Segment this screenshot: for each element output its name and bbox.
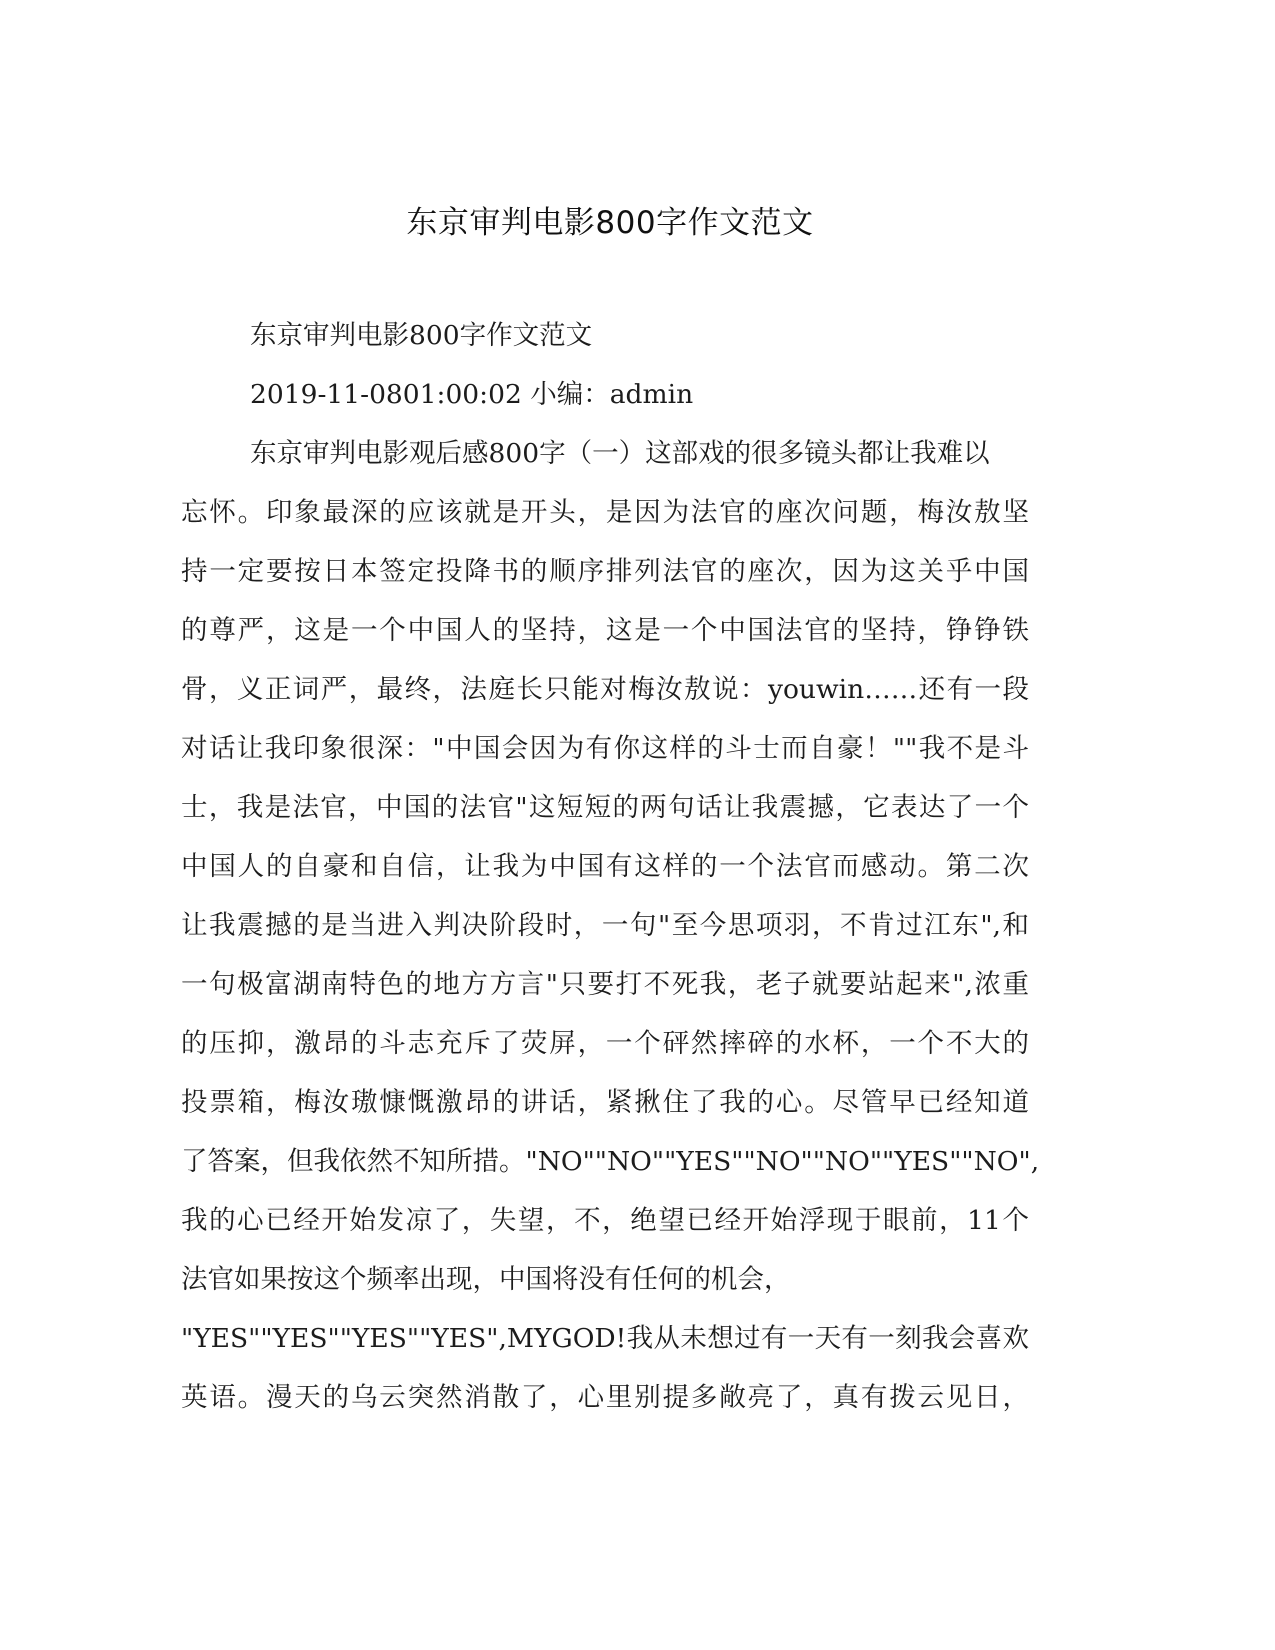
meta-line: 2019-11-0801:00:02 小编：admin [250,379,694,410]
body-line-5: 骨，义正词严，最终，法庭长只能对梅汝敖说：youwin……还有一段 [181,674,1029,705]
body-line-4: 的尊严，这是一个中国人的坚持，这是一个中国法官的坚持，铮铮铁 [181,615,1029,646]
body-line-12: 投票箱，梅汝璈慷慨激昂的讲话，紧揪住了我的心。尽管早已经知道 [181,1087,1029,1118]
body-line-6: 对话让我印象很深："中国会因为有你这样的斗士而自豪！""我不是斗 [181,733,1029,764]
page-title: 东京审判电影800字作文范文 [406,205,814,241]
body-line-11: 的压抑，激昂的斗志充斥了荧屏，一个砰然摔碎的水杯，一个不大的 [181,1028,1029,1059]
body-line-8: 中国人的自豪和自信，让我为中国有这样的一个法官而感动。第二次 [181,851,1029,882]
body-line-3: 持一定要按日本签定投降书的顺序排列法官的座次，因为这关乎中国 [181,556,1029,587]
body-line-2: 忘怀。印象最深的应该就是开头，是因为法官的座次问题，梅汝敖坚 [181,497,1029,528]
body-line-10: 一句极富湖南特色的地方方言"只要打不死我，老子就要站起来",浓重 [181,969,1029,1000]
body-line-7: 士，我是法官，中国的法官"这短短的两句话让我震撼，它表达了一个 [181,792,1029,823]
body-line-1: 东京审判电影观后感800字（一）这部戏的很多镜头都让我难以 [250,438,990,469]
body-line-15: 法官如果按这个频率出现，中国将没有任何的机会， [181,1264,791,1295]
body-line-13: 了答案，但我依然不知所措。"NO""NO""YES""NO""NO""YES""NO", [181,1146,1040,1177]
body-line-9: 让我震撼的是当进入判决阶段时，一句"至今思项羽，不肯过江东",和 [181,910,1029,941]
body-line-16: "YES""YES""YES""YES",MYGOD!我从未想过有一天有一刻我会喜欢 [181,1323,1029,1354]
subtitle-line: 东京审判电影800字作文范文 [250,320,593,351]
body-line-14: 我的心已经开始发凉了，失望，不，绝望已经开始浮现于眼前，11个 [181,1205,1029,1236]
body-line-17: 英语。漫天的乌云突然消散了，心里别提多敞亮了，真有拨云见日， [181,1382,1029,1413]
